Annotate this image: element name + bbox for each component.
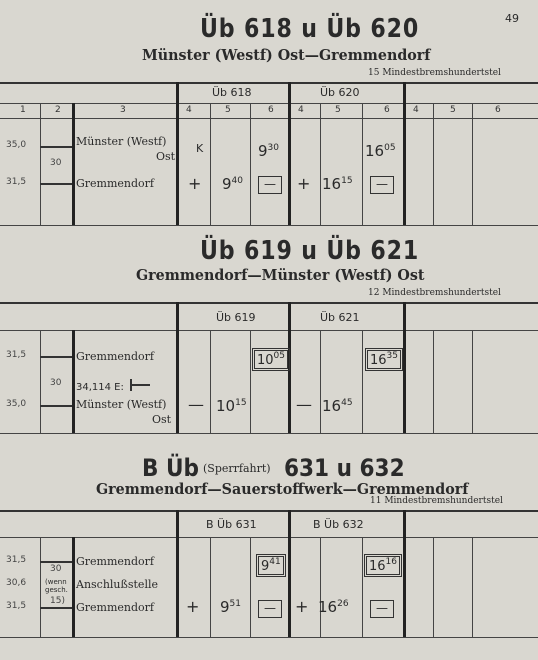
box-dash: —	[258, 600, 282, 618]
km-value: 31,5	[6, 555, 27, 565]
col-number: 4	[186, 105, 192, 115]
signal-icon	[132, 384, 150, 386]
section-2-brake-note: 12 Mindestbremshundertstel	[368, 288, 501, 298]
km-value: 31,5	[6, 601, 27, 611]
minus-symbol: —	[188, 395, 204, 414]
col-number: 4	[298, 105, 304, 115]
section-3-brake-note: 11 Mindestbremshundertstel	[370, 496, 503, 506]
section-3-train-1: B Üb 631	[206, 518, 257, 531]
section-2-train-2: Üb 621	[320, 311, 360, 324]
train-621-departure: $16^{35}$	[367, 350, 401, 369]
section-1-route: Münster (Westf) Ost—Gremmendorf	[142, 46, 431, 64]
station-muenster-ost-suffix: Ost	[156, 150, 176, 163]
station-gremmendorf: Gremmendorf	[76, 350, 155, 363]
k-mark: K	[196, 142, 204, 155]
station-gremmendorf: Gremmendorf	[76, 601, 155, 614]
section-2-train-1: Üb 619	[216, 311, 256, 324]
section-3-train-2: B Üb 632	[313, 518, 364, 531]
train-632-departure: $16^{16}$	[366, 556, 400, 575]
wenn-value: 15)	[50, 596, 65, 606]
train-618-departure: $9^{30}$	[258, 142, 279, 160]
col-number: 3	[120, 105, 126, 115]
km-value: 30,6	[6, 578, 27, 588]
section-3-route: Gremmendorf—Sauerstoffwerk—Gremmendorf	[96, 480, 469, 498]
train-631-departure: $9^{41}$	[258, 556, 284, 575]
train-619-departure: $10^{05}$	[254, 350, 288, 369]
plus-symbol: +	[188, 174, 202, 193]
plus-symbol: +	[295, 597, 309, 616]
box-dash: —	[370, 176, 394, 194]
train-621-arrival: $16^{45}$	[322, 397, 353, 415]
section-3-title-paren: (Sperrfahrt)	[203, 462, 271, 475]
km-value: 30	[50, 564, 62, 574]
station-muenster-ost: Münster (Westf)	[76, 135, 167, 148]
km-value: 35,0	[6, 140, 27, 150]
train-631-arrival: $9^{51}$	[220, 598, 241, 616]
section-1-rule	[0, 82, 538, 84]
col-number: 5	[225, 105, 231, 115]
station-muenster-ost-suffix: Ost	[152, 413, 172, 426]
section-3-title-rest: 631 u 632	[284, 454, 405, 482]
train-620-arrival: $16^{15}$	[322, 175, 353, 193]
section-1-train-1: Üb 618	[212, 86, 252, 99]
km-value: 30	[50, 378, 62, 388]
signal-note: 34,114 E:	[76, 382, 124, 393]
col-number: 1	[20, 105, 26, 115]
col-number: 2	[55, 105, 61, 115]
box-dash: —	[370, 600, 394, 618]
col-number: 6	[384, 105, 390, 115]
km-value: 31,5	[6, 350, 27, 360]
km-value: 31,5	[6, 177, 27, 187]
section-3-title-prefix: B Üb	[142, 454, 199, 482]
station-gremmendorf: Gremmendorf	[76, 177, 155, 190]
section-2-route: Gremmendorf—Münster (Westf) Ost	[136, 266, 425, 284]
page-number: 49	[505, 12, 519, 25]
col-number: 5	[335, 105, 341, 115]
station-anschlussstelle: Anschlußstelle	[76, 578, 158, 591]
train-632-arrival: $16^{26}$	[318, 598, 349, 616]
section-1-train-2: Üb 620	[320, 86, 360, 99]
km-value: 35,0	[6, 399, 27, 409]
col-number: 4	[413, 105, 419, 115]
plus-symbol: +	[297, 174, 311, 193]
plus-symbol: +	[186, 597, 200, 616]
col-number: 6	[268, 105, 274, 115]
km-value: 30	[50, 158, 62, 168]
train-620-departure: $16^{05}$	[365, 142, 396, 160]
col-number: 6	[495, 105, 501, 115]
minus-symbol: —	[296, 395, 312, 414]
section-2-title: Üb 619 u Üb 621	[200, 236, 420, 266]
wenn-note: (wenn gesch.	[45, 578, 68, 594]
signal-post-icon	[130, 379, 132, 391]
col-number: 5	[450, 105, 456, 115]
box-dash: —	[258, 176, 282, 194]
station-muenster-ost: Münster (Westf)	[76, 398, 167, 411]
station-gremmendorf: Gremmendorf	[76, 555, 155, 568]
train-619-arrival: $10^{15}$	[216, 397, 247, 415]
section-1-title: Üb 618 u Üb 620	[200, 14, 420, 44]
section-1-brake-note: 15 Mindestbremshundertstel	[368, 68, 501, 78]
train-618-arrival: $9^{40}$	[222, 175, 243, 193]
